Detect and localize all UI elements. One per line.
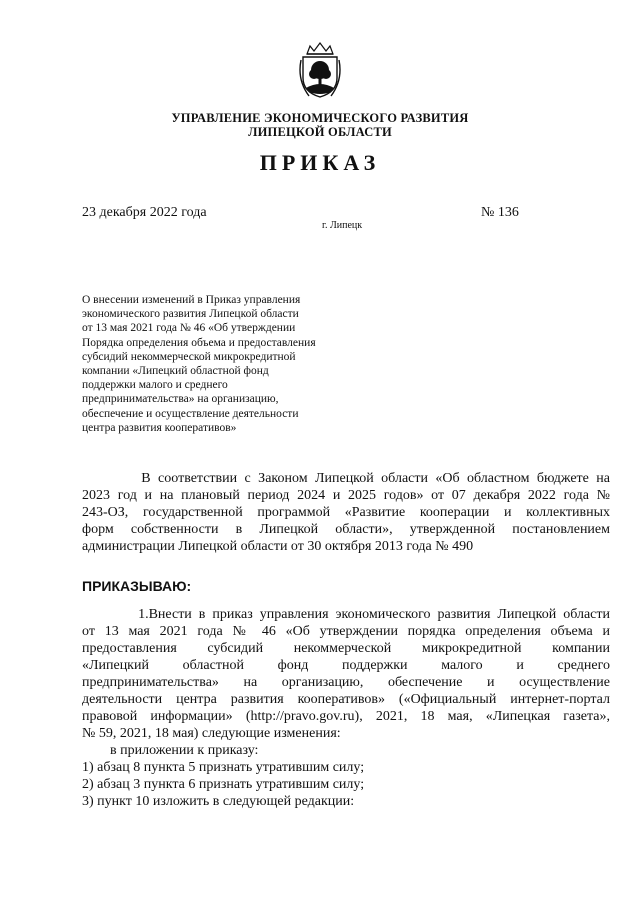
item-1-paragraph	[82, 606, 610, 742]
preamble-line: администрации Липецкой области от 30 октября 2013 года № 490	[82, 539, 474, 554]
subject-line: экономического развития Липецкой области	[82, 308, 299, 321]
preamble-line: форм собственности в Липецкой области», утвержденной постановлением	[82, 522, 610, 537]
item-1-line: предоставления субсидий некоммерческой микрокредитной компании	[82, 641, 610, 656]
subject-line: от 13 мая 2021 года № 46 «Об утверждении	[82, 322, 296, 335]
subject-line: Порядка определения объема и предоставления	[82, 336, 316, 349]
subject-line: О внесении изменений в Приказ управления	[82, 294, 301, 306]
change-item-3: 3) пункт 10 изложить в следующей редакции:	[82, 794, 355, 809]
subject-line: субсидий некоммерческой микрокредитной	[82, 350, 296, 363]
preamble-line: 243-ОЗ, государственной программой «Развитие кооперации и коллективных	[82, 505, 610, 520]
subject-line: центра развития кооперативов»	[82, 421, 237, 434]
subject-line: компании «Липецкий областной фонд	[82, 365, 269, 378]
annex-intro: в приложении к приказу:	[110, 743, 259, 758]
item-1-line: от 13 мая 2021 года № 46 «Об утверждении порядка определения объема и	[82, 624, 610, 639]
document-title: ПРИКАЗ	[259, 150, 381, 175]
item-1-line: деятельности центра развития кооперативов» («Официальный интернет-портал	[82, 692, 610, 707]
coat-of-arms-emblem-icon	[297, 40, 343, 100]
item-1-line: предпринимательства» на организацию, обеспечение и осуществление	[82, 675, 610, 690]
agency-name-line2: ЛИПЕЦКОЙ ОБЛАСТИ	[248, 125, 392, 139]
preamble-paragraph	[82, 470, 610, 555]
document-number: № 136	[481, 205, 519, 220]
item-1-line: правовой информации» (http://pravo.gov.ru), 2021, 18 мая, «Липецкая газета»,	[82, 709, 610, 724]
item-1-line: «Липецкий областной фонд поддержки малого и среднего	[82, 658, 610, 673]
change-item-1: 1) абзац 8 пункта 5 признать утратившим силу;	[82, 760, 365, 775]
preamble-line: В соответствии с Законом Липецкой области «Об областном бюджете на	[82, 471, 610, 486]
subject-line: обеспечение и осуществление деятельности	[82, 407, 299, 420]
item-1-line: № 59, 2021, 18 мая) следующие изменения:	[82, 726, 341, 741]
item-1-line: 1.Внести в приказ управления экономического развития Липецкой области	[82, 607, 610, 622]
document-city: г. Липецк	[322, 220, 363, 231]
order-heading: ПРИКАЗЫВАЮ:	[82, 578, 192, 594]
subject-line: поддержки малого и среднего	[82, 379, 228, 392]
agency-name-line1: УПРАВЛЕНИЕ ЭКОНОМИЧЕСКОГО РАЗВИТИЯ	[171, 111, 469, 125]
document-date: 23 декабря 2022 года	[82, 205, 207, 220]
subject-line: предпринимательства» на организацию,	[82, 393, 279, 406]
change-item-2: 2) абзац 3 пункта 6 признать утратившим силу;	[82, 777, 365, 792]
preamble-line: 2023 год и на плановый период 2024 и 2025 годов» от 07 декабря 2022 года №	[82, 488, 610, 503]
subject-block	[82, 293, 362, 435]
